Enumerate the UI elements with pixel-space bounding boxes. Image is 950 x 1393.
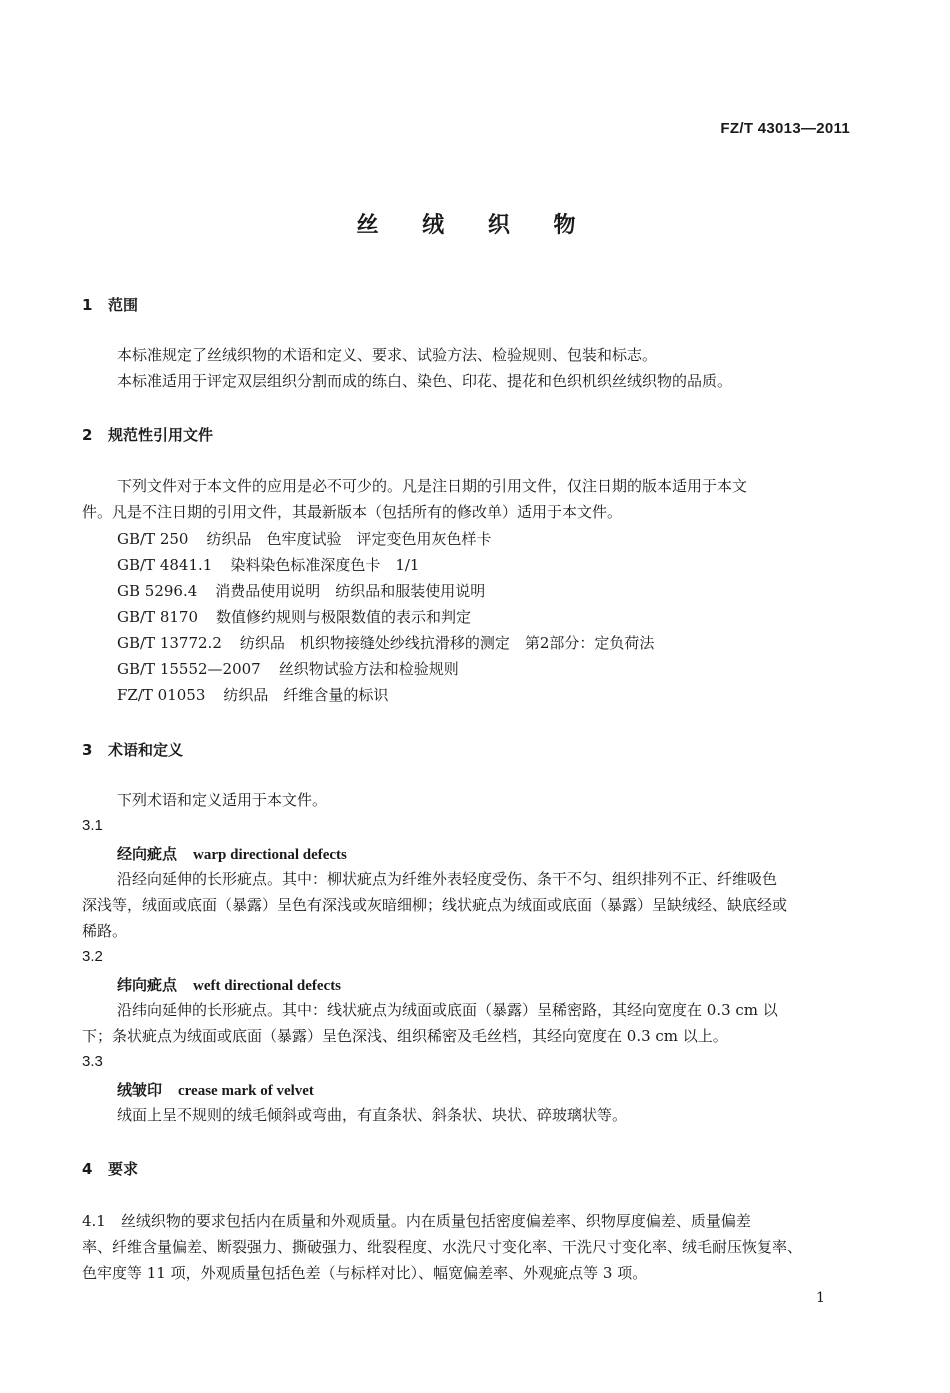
paragraph: 本标准适用于评定双层组织分割而成的练白、染色、印花、提花和色织机织丝绒织物的品质。 [117, 372, 733, 390]
reference-code: GB/T 250 [117, 530, 189, 548]
reference-code: GB/T 15552—2007 [117, 660, 261, 678]
reference-item [117, 658, 459, 679]
reference-code: GB 5296.4 [117, 582, 198, 600]
term-heading [117, 843, 347, 864]
paragraph-line: 率、纤维含量偏差、断裂强力、撕破强力、纰裂程度、水洗尺寸变化率、干洗尺寸变化率、绒毛耐压恢复率、 [82, 1238, 803, 1256]
paragraph-line: 4.1 丝绒织物的要求包括内在质量和外观质量。内在质量包括密度偏差率、织物厚度偏差、质量偏差 [82, 1212, 751, 1230]
definition-line: 深浅等，绒面或底面（暴露）呈色有深浅或灰暗细柳；线状疵点为绒面或底面（暴露）呈缺绒经、缺底经或 [82, 896, 788, 914]
term-heading [117, 974, 341, 995]
reference-code: FZ/T 01053 [117, 686, 206, 704]
paragraph: 下列术语和定义适用于本文件。 [117, 791, 328, 809]
term-en: weft directional defects [193, 978, 342, 994]
term-zh: 经向疵点 [117, 845, 178, 863]
definition-line: 稀路。 [82, 922, 128, 940]
section-4-heading [82, 1158, 138, 1179]
reference-title: 纺织品 机织物接缝处纱线抗滑移的测定 第2部分：定负荷法 [239, 634, 655, 652]
term-en: crease mark of velvet [178, 1083, 314, 1099]
reference-title: 纺织品 色牢度试验 评定变色用灰色样卡 [206, 530, 492, 548]
term-zh: 纬向疵点 [117, 976, 178, 994]
section-2-heading [82, 424, 213, 445]
section-3-heading [82, 739, 183, 760]
standard-code: FZ/T 43013—2011 [720, 120, 850, 137]
definition-line: 下；条状疵点为绒面或底面（暴露）呈色深浅、组织稀密及毛丝档，其经向宽度在 0.3 cm 以上。 [82, 1027, 728, 1045]
reference-title: 纺织品 纤维含量的标识 [223, 686, 389, 704]
page-number: 1 [816, 1290, 825, 1306]
term-heading [117, 1079, 314, 1100]
paragraph-line: 色牢度等 11 项，外观质量包括色差（与标样对比）、幅宽偏差率、外观疵点等 3 项。 [82, 1264, 648, 1282]
reference-item [117, 632, 654, 653]
paragraph-line: 下列文件对于本文件的应用是必不可少的。凡是注日期的引用文件，仅注日期的版本适用于本文 [117, 477, 748, 495]
definition-line: 绒面上呈不规则的绒毛倾斜或弯曲，有直条状、斜条状、块状、碎玻璃状等。 [117, 1106, 628, 1124]
document-title: 丝 绒 织 物 [356, 213, 594, 238]
section-number: 1 [82, 296, 93, 314]
section-title: 术语和定义 [108, 741, 184, 759]
section-1-heading [82, 294, 138, 315]
term-number: 3.1 [82, 817, 103, 834]
reference-item [117, 528, 491, 549]
reference-item [117, 554, 419, 575]
term-number: 3.3 [82, 1053, 103, 1070]
reference-item [117, 606, 471, 627]
reference-code: GB/T 4841.1 [117, 556, 213, 574]
section-title: 要求 [108, 1160, 139, 1178]
reference-title: 数值修约规则与极限数值的表示和判定 [216, 608, 472, 626]
section-number: 3 [82, 741, 93, 759]
reference-title: 丝织物试验方法和检验规则 [278, 660, 459, 678]
reference-code: GB/T 8170 [117, 608, 199, 626]
paragraph: 本标准规定了丝绒织物的术语和定义、要求、试验方法、检验规则、包装和标志。 [117, 346, 658, 364]
section-title: 范围 [108, 296, 139, 314]
reference-title: 消费品使用说明 纺织品和服装使用说明 [215, 582, 486, 600]
definition-line: 沿纬向延伸的长形疵点。其中：线状疵点为绒面或底面（暴露）呈稀密路，其经向宽度在 0.3 cm 以 [117, 1001, 778, 1019]
paragraph-line: 件。凡是不注日期的引用文件，其最新版本（包括所有的修改单）适用于本文件。 [82, 503, 623, 521]
term-number: 3.2 [82, 948, 103, 965]
definition-line: 沿经向延伸的长形疵点。其中：柳状疵点为纤维外表轻度受伤、条干不匀、组织排列不正、纤维吸色 [117, 870, 778, 888]
term-zh: 绒皱印 [117, 1081, 163, 1099]
term-en: warp directional defects [193, 847, 347, 863]
reference-title: 染料染色标准深度色卡 1/1 [230, 556, 420, 574]
section-number: 2 [82, 426, 93, 444]
reference-item [117, 580, 485, 601]
section-number: 4 [82, 1160, 93, 1178]
section-title: 规范性引用文件 [108, 426, 214, 444]
reference-code: GB/T 13772.2 [117, 634, 222, 652]
reference-item [117, 684, 388, 705]
